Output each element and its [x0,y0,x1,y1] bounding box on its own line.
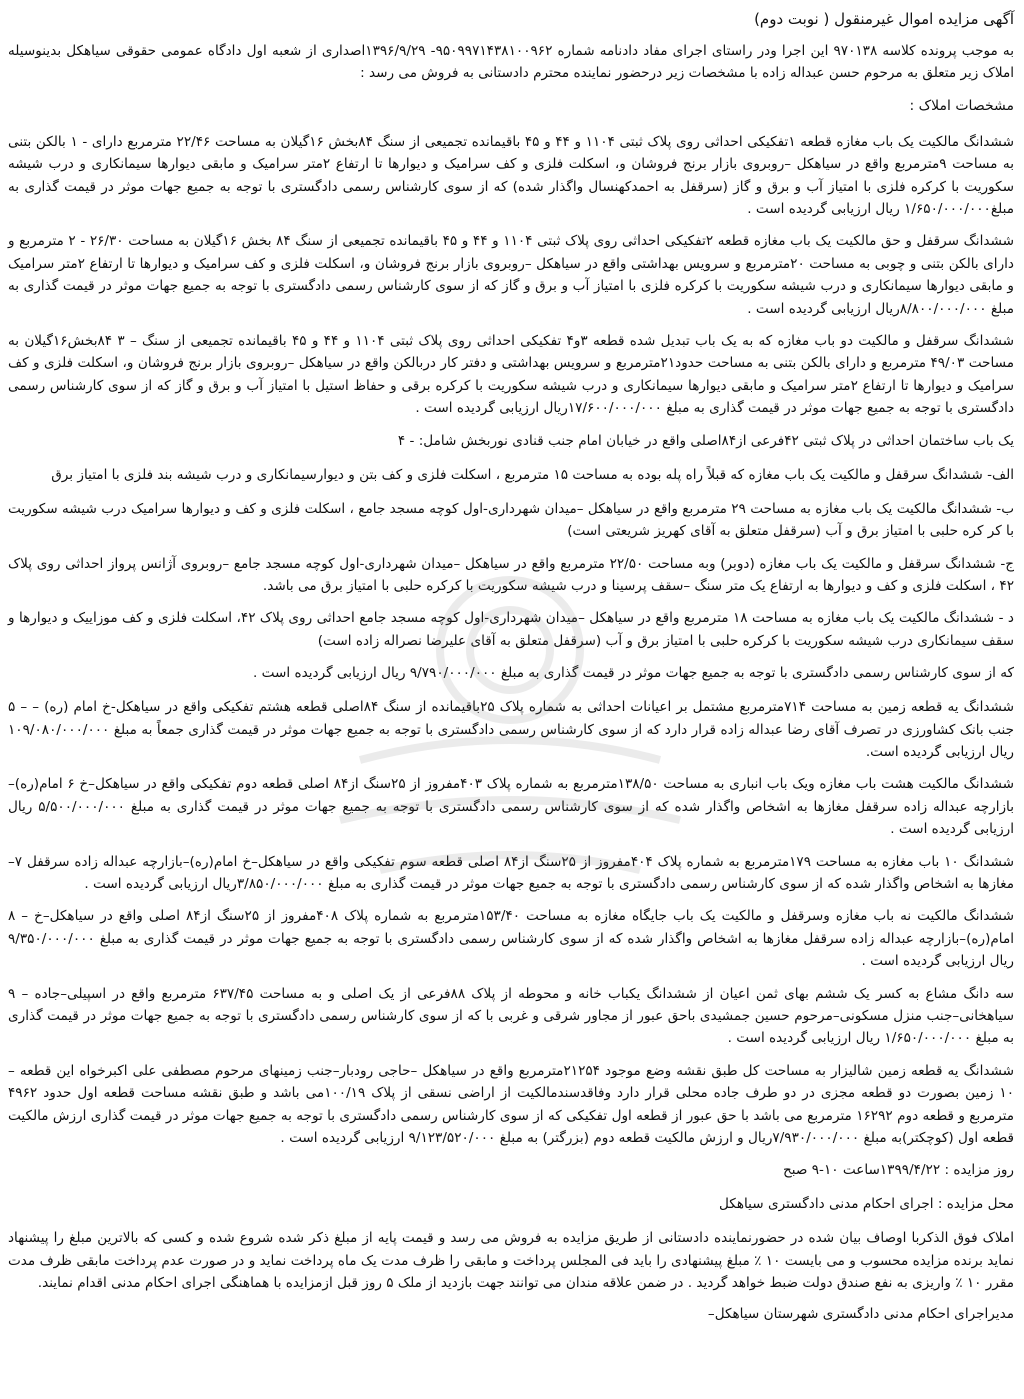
property-item-9: سه دانگ مشاع به کسر یک ششم بهای ثمن اعیان از ششدانگ یکباب خانه و محوطه از پلاک ۸۸فرعی از یک اصلی و به مساحت ۶۳۷/۴۵ مترمربع واقع در اسپیلی–جاده – ۹ سیاهخانی–جنب منزل مسکونی–مرحوم حسین جمشیدی باحق عبور از مجاور شرقی و غربی با که از سوی کارشناس رسمی دادگستری با توجه به جمیع جهات موثر در قیمت گذاری به مبلغ ۱/۶۵۰/۰۰۰/۰۰۰ ریال ارزیابی گردیده است . [8,985,1014,1047]
signature-line: مدیراجرای احکام مدنی دادگستری شهرستان سیاهکل– [707,1305,1014,1322]
property-item-4-heading: یک باب ساختمان احداثی در پلاک ثبتی ۴۲فرعی از۸۴اصلی واقع در خیابان امام جنب قنادی نوربخش شامل: - ۴ [397,432,1014,449]
property-item-4-jim: ج- ششدانگ سرقفل و مالکیت یک باب مغازه (دوبر) وبه مساحت ۲۲/۵۰ مترمربع واقع در سیاهکل –میدان شهرداری-اول کوچه مسجد جامع –روبروی آژانس پرواز احداثی روی پلاک ۴۲ ، اسکلت فلزی و کف و دیوارها به ارتفاع یک متر سنگ –سقف پرسینا و درب شیشه سکوریت با کرکره حلبی با امتیاز برق می باشد. [8,555,1014,594]
property-item-4-valuation: که از سوی کارشناس رسمی دادگستری با توجه به جمیع جهات موثر در قیمت گذاری به مبلغ ۹/۷۹۰/۰۰۰/۰۰۰ ریال ارزیابی گردیده است . [253,665,1014,682]
property-item-5: ششدانگ یه قطعه زمین به مساحت ۷۱۴مترمربع مشتمل بر اعیانات احداثی به شماره پلاک ۲۵باقیمانده از سنگ ۸۴اصلی قطعه هشتم تفکیکی واقع در سیاهکل-خ امام (ره) – – ۵ جنب بانک کشاورزی در تصرف آقای رضا عبداله زاده قرار دارد که از سوی کارشناس رسمی دادگستری با توجه به جمیع جهات موثر در قیمت گذاری جمعاً به مبلغ ۱۰۹/۰۸۰/۰۰۰/۰۰۰ ریال ارزیابی گردیده است. [8,699,1014,760]
intro-paragraph: به موجب پرونده کلاسه ۹۷۰۱۳۸ این اجرا ودر راستای اجرای مفاد دادنامه شماره ۹۵۰۹۹۷۱۴۳۸۱۰۰۹۶۲- ۱۳۹۶/۹/۲۹اصداری از شعبه اول دادگاه عمومی حقوقی سیاهکل بدینوسیله املاک زیر متعلق به مرحوم حسن عبداله زاده با مشخصات زیر درحضور نماینده محترم دادستانی به فروش می رسد : [8,43,1014,82]
auction-date-time: روز مزایده : ۱۳۹۹/۴/۲۲ساعت ۱۰-۹ صبح [782,1162,1014,1179]
property-item-6: ششدانگ مالکیت هشت باب مغازه ویک باب انباری به مساحت ۱۳۸/۵۰مترمربع به شماره پلاک ۴۰۳مفروز از ۲۵سنگ از۸۴ اصلی قطعه دوم تفکیکی واقع در سیاهکل–خ ۶ امام(ره)–بازارچه عبداله زاده سرقفل مغازها به اشخاص واگذار شده که از سوی کارشناس رسمی دادگستری با توجه به جمیع جهات موثر در قیمت گذاری به مبلغ ۵/۵۰۰/۰۰۰/۰۰۰ ریال ارزیابی گردیده است . [8,776,1015,838]
auction-terms: املاک فوق الذکربا اوصاف بیان شده در حضورنماینده دادستانی از طریق مزایده به فروش می رسد و قیمت پایه از مبلغ ذکر شده شروع شده و کسی که بالاترین مبلغ را پیشنهاد نماید برنده مزایده محسوب و می بایست ۱۰ ٪ مبلغ پیشنهادی را باید فی المجلس پرداخت و مابقی را ظرف مدت یک ماه پرداخت نماید و در صورت عدم پرداخت مابقی ظرف مدت مقرر ۱۰ ٪ واریزی به نفع صندق دولت ضبط خواهد گردید . در ضمن علاقه مندان می توانند جهت بازدید از ملک ۵ روز قبل ازمزایده با هماهنگی اجرای احکام مدنی اقدام نمایند. [8,1230,1014,1292]
property-item-3: ششدانگ سرقفل و مالکیت دو باب مغازه که به یک باب تبدیل شده قطعه ۳و۴ تفکیکی احداثی روی پلاک ثبتی ۱۱۰۴ و ۴۴ و ۴۵ باقیمانده تجمیعی از سنگ – ۳ ۸۴بخش۱۶گیلان به مساحت ۴۹/۰۳ مترمربع و دارای بالکن بتنی به مساحت حدود۲۱مترمربع و سرویس بهداشتی و دفتر کار دربالکن واقع در سیاهکل –روبروی بازار برنج فروشان و، اسکلت فلزی و کف سرامیک و دیوارها تا ارتفاع ۲متر سرامیک و مابقی دیوارها سیمانکاری و درب شیشه سکوریت با کرکره برقی و حفاظ استیل با امتیاز آب و برق و گاز که از سوی کارشناس رسمی دادگستری با توجه به جمیع جهات موثر در قیمت گذاری به مبلغ ۱۷/۶۰۰/۰۰۰/۰۰۰ریال ارزیابی گردیده است . [8,333,1015,417]
property-item-7: ششدانگ ۱۰ باب مغازه به مساحت ۱۷۹مترمربع به شماره پلاک ۴۰۴مفروز از ۲۵سنگ از۸۴ اصلی قطعه سوم تفکیکی واقع در سیاهکل–خ امام(ره)–بازارچه عبداله زاده سرقفل ۷– مغازها به اشخاص واگذار شده که از سوی کارشناس رسمی دادگستری با توجه به جمیع جهات موثر در قیمت گذاری به مبلغ ۳/۸۵۰/۰۰۰/۰۰۰ریال ارزیابی گردیده است . [8,853,1014,892]
property-item-8: ششدانگ مالکیت نه باب مغازه وسرقفل و مالکیت یک باب جایگاه مغازه به مساحت ۱۵۳/۴۰مترمربع به شماره پلاک ۴۰۸مفروز از ۲۵سنگ از۸۴ اصلی واقع در سیاهکل–خ – ۸ امام(ره)–بازارچه عبداله زاده سرقفل مغازها به اشخاص واگذار شده که از سوی کارشناس رسمی دادگستری با توجه به جمیع جهات موثر در قیمت گذاری به مبلغ ۹/۳۵۰/۰۰۰/۰۰۰ ریال ارزیابی گردیده است . [8,908,1014,970]
property-item-4-alef: الف- ششدانگ سرقفل و مالکیت یک باب مغازه که قبلاً راه پله بوده به مساحت ۱۵ مترمربع ، اسکلت فلزی و کف بتن و دیوارسیمانکاری و درب شیشه بند فلزی با امتیاز برق [51,466,1014,483]
property-item-1: ششدانگ مالکیت یک باب مغازه قطعه ۱تفکیکی احداثی روی پلاک ثبتی ۱۱۰۴ و ۴۴ و ۴۵ باقیمانده تجمیعی از سنگ ۸۴بخش ۱۶گیلان به مساحت ۲۲/۴۶ مترمربع دارای - ۱ بالکن بتنی به مساحت ۹مترمربع واقع در سیاهکل –روبروی بازار برنج فروشان و، اسکلت فلزی و کف سرامیک و دیوارها تا ارتفاع ۲متر سرامیک و مابقی دیوارها سیمانکاری و درب شیشه سکوریت با کرکره فلزی با امتیاز آب و برق و گاز (سرقفل به احمدکهنسال واگذار شده) که از سوی کارشناس رسمی دادگستری با توجه به جمیع جهات موثر در قیمت گذاری به مبلغ۱/۶۵۰/۰۰۰/۰۰۰ ریال ارزیابی گردیده است . [8,133,1014,218]
auction-location: محل مزایده : اجرای احکام مدنی دادگستری سیاهکل [719,1196,1014,1213]
property-item-10: ششدانگ یه قطعه زمین شالیزار به مساحت کل طبق نقشه وضع موجود ۲۱۲۵۴مترمربع واقع در سیاهکل –حاجی رودبار–جنب زمینهای مرحوم مصطفی علی اکبرخواه این قطعه – ۱۰ زمین بصورت دو قطعه مجزی در دو طرف جاده محلی قرار دارد وفاقدسندمالکیت از اراضی نسقی از پلاک ۱۰۰/۱۹می باشد و طبق نقشه مساحت قطعه اول حدود ۴۹۶۲ مترمربع و قطعه دوم ۱۶۲۹۲ مترمربع می باشد با حق عبور از قطعه اول تفکیکی که از سوی کارشناس رسمی دادگستری با توجه به جمیع جهات موثر در قیمت گذاری ارزش مالکیت قطعه اول (کوچکتر)به مبلغ ۷/۹۳۰/۰۰۰/۰۰۰ریال و ارزش مالکیت قطعه دوم (بزرگتر) به مبلغ ۹/۱۲۳/۵۲۰/۰۰۰ ارزیابی گردیده است . [8,1062,1015,1147]
property-item-2: ششدانگ سرقفل و حق مالکیت یک باب مغازه قطعه ۲تفکیکی احداثی روی پلاک ثبتی ۱۱۰۴ و ۴۴ و ۴۵ باقیمانده تجمیعی از سنگ ۸۴ بخش ۱۶گیلان به مساحت ۲۶/۳۰ - ۲ مترمربع و دارای بالکن بتنی و چوبی به مساحت ۲۰مترمربع و سرویس بهداشتی واقع در سیاهکل –روبروی بازار برنج فروشان و، اسکلت فلزی و کف سرامیک و دیوارها تا ارتفاع ۲متر سرامیک و مابقی دیوارها سیمانکاری و درب شیشه سکوریت با کرکره فلزی با امتیاز آب و برق و گاز که از سوی کارشناس رسمی دادگستری با توجه به جمیع جهات موثر در قیمت گذاری به مبلغ ۸/۸۰۰/۰۰۰/۰۰۰ریال ارزیابی گردیده است . [8,233,1014,317]
property-item-4-be: ب- ششدانگ مالکیت یک باب مغازه به مساحت ۲۹ مترمربع واقع در سیاهکل –میدان شهرداری-اول کوچه مسجد جامع ، اسکلت فلزی و کف و دیوارها سرامیک درب شیشه سکوریت با کر کره حلبی با امتیاز برق و آب (سرقفل متعلق به آقای کهریز شریعتی است) [8,500,1014,540]
property-item-4-dal: د - ششدانگ مالکیت یک باب مغازه به مساحت ۱۸ مترمربع واقع در سیاهکل –میدان شهرداری-اول کوچه مسجد جامع احداثی روی پلاک ۴۲، اسکلت فلزی و کف موزاییک و دیوارها و سقف سیمانکاری درب شیشه سکوریت با کرکره حلبی با امتیاز برق و آب (سرقفل متعلق به آقای علیرضا نصراله زاده است) [8,610,1014,649]
specs-heading: مشخصات املاک : [909,97,1014,114]
notice-title: آگهی مزایده اموال غیرمنقول ( نوبت دوم) [754,10,1014,28]
